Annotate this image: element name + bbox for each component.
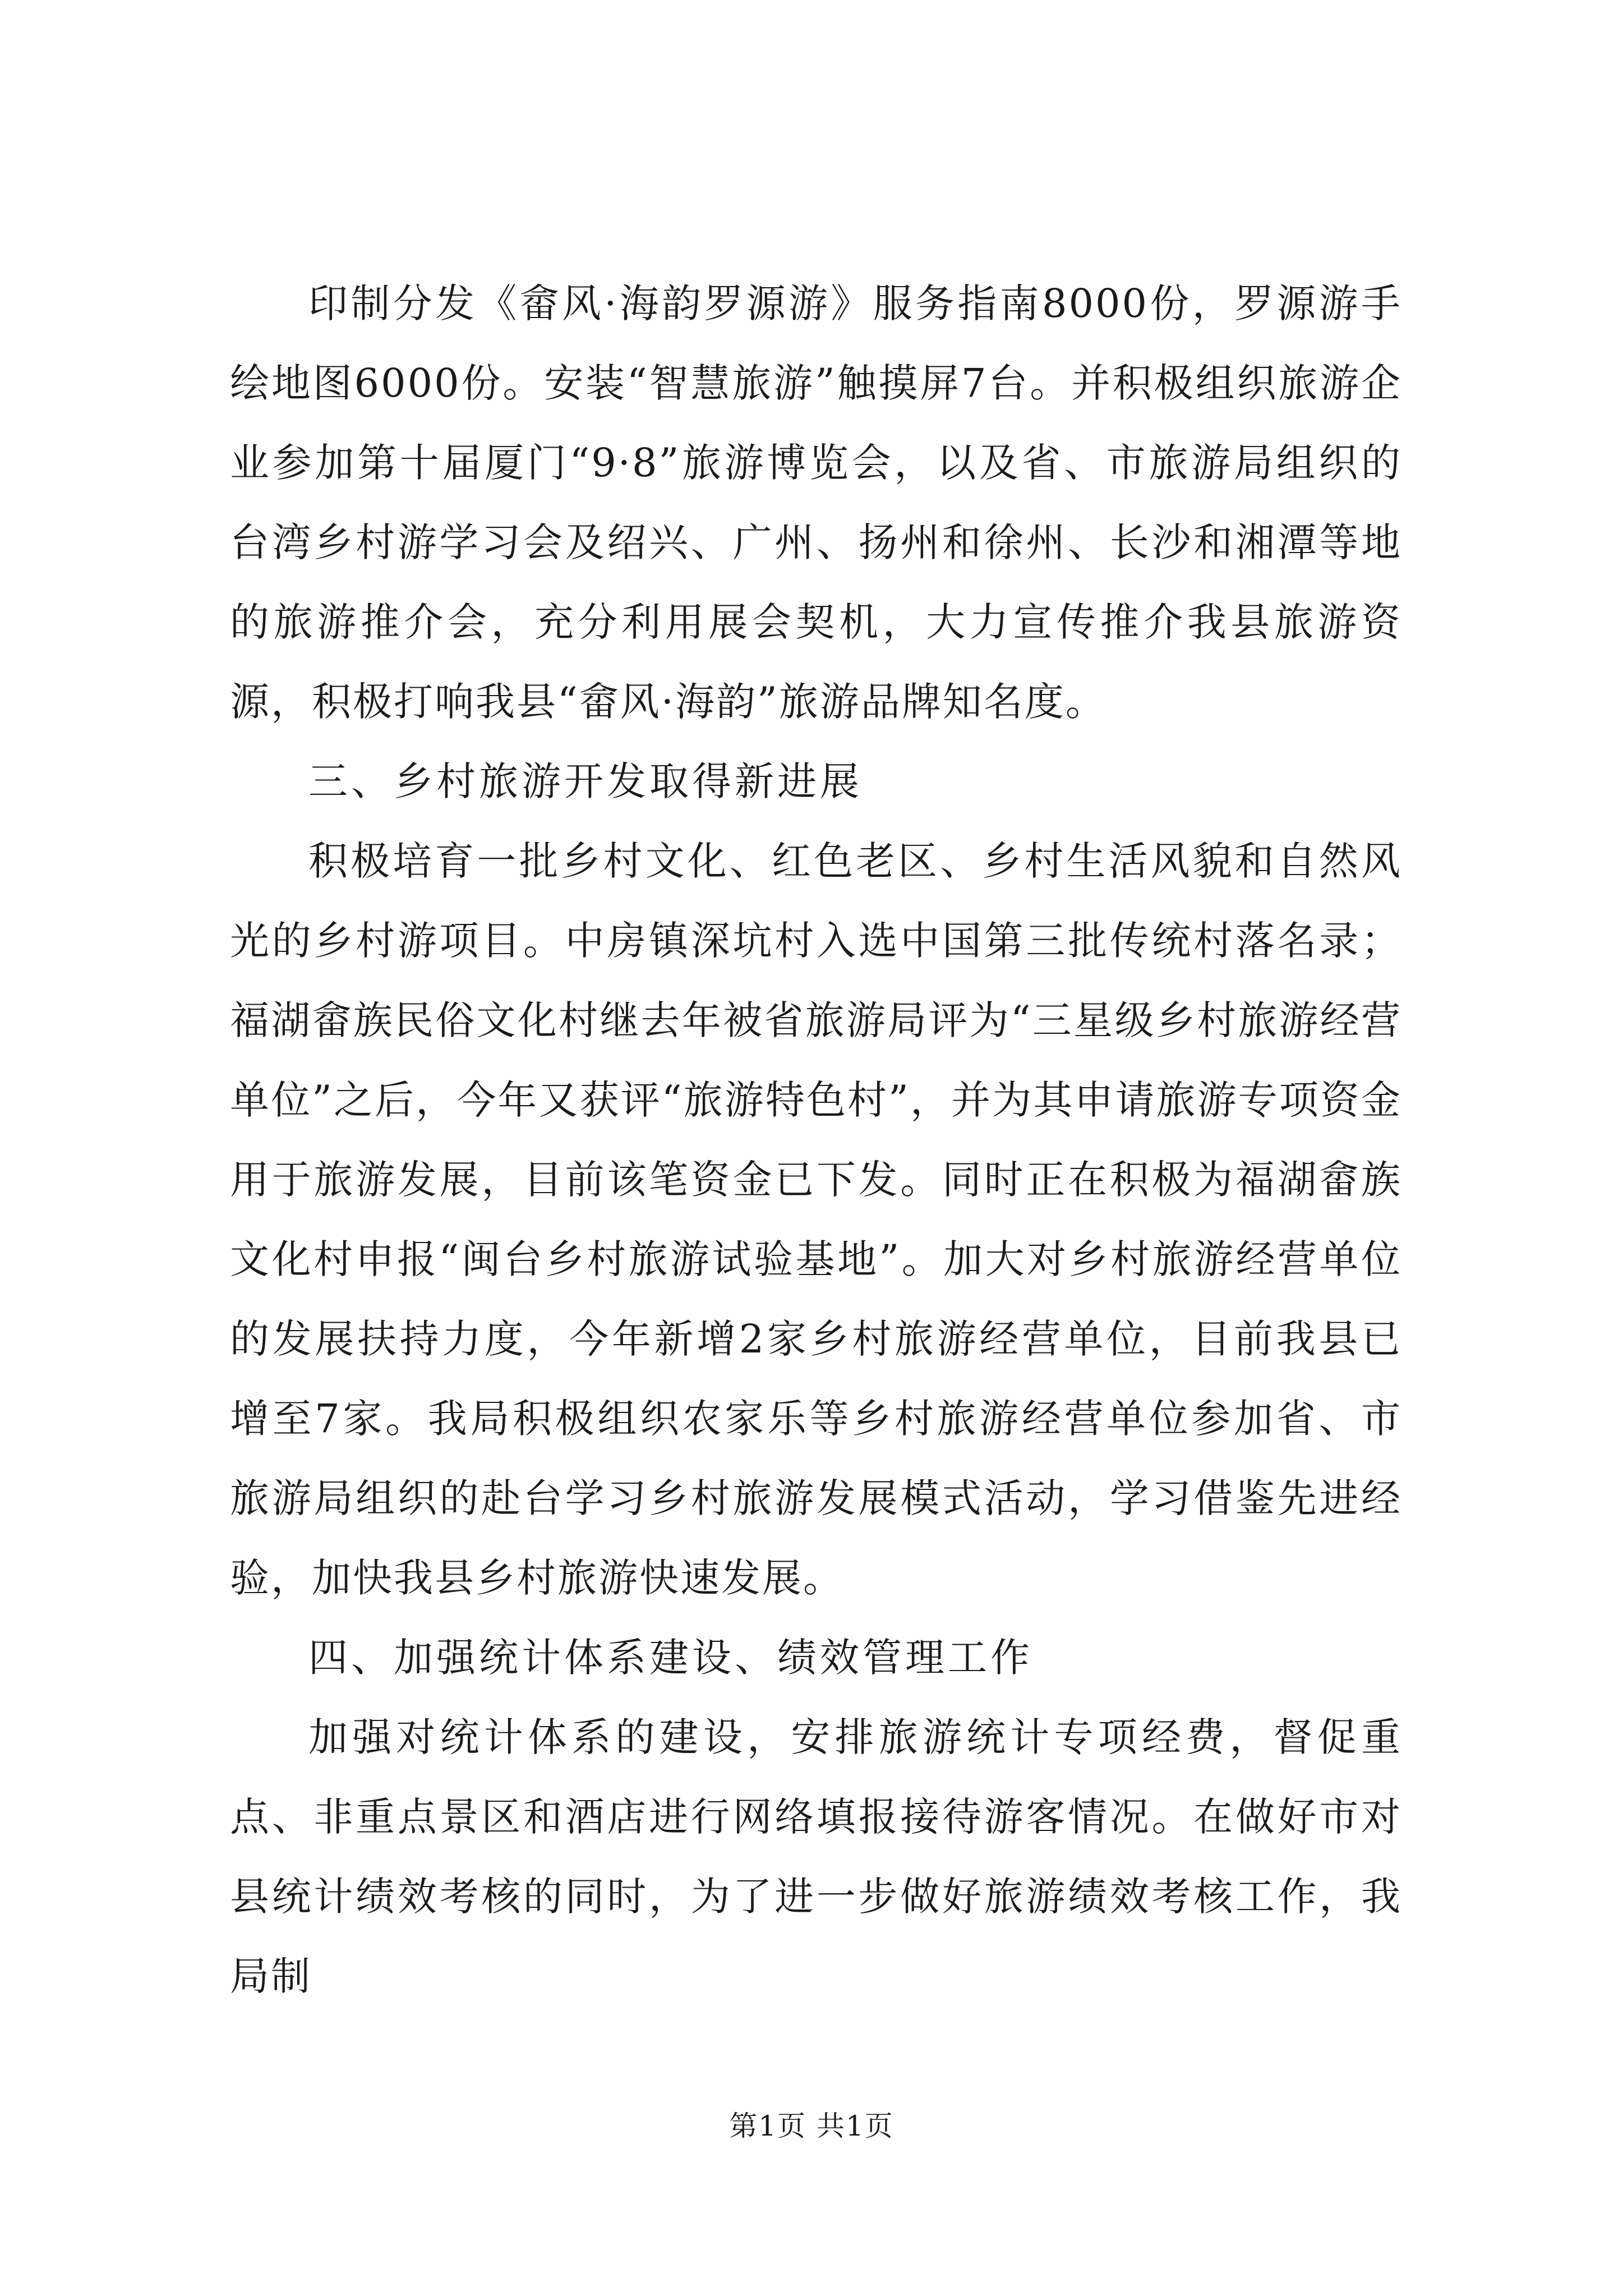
paragraph-promotion: 印制分发《畲风·海韵罗源游》服务指南8000份，罗源游手绘地图6000份。安装“智慧旅游”触摸屏7台。并积极组织旅游企业参加第十届厦门“9·8”旅游博览会，以及省、市旅游局组织的台湾乡村游学习会及绍兴、广州、扬州和徐州、长沙和湘潭等地的旅游推介会，充分利用展会契机，大力宣传推介我县旅游资源，积极打响我县“畲风·海韵”旅游品牌知名度。 [230, 280, 1402, 725]
section-heading-4: 四、加强统计体系建设、绩效管理工作 [308, 1635, 1033, 1681]
paragraph-statistics: 加强对统计体系的建设，安排旅游统计专项经费，督促重点、非重点景区和酒店进行网络填报接待游客情况。在做好市对县统计绩效考核的同时，为了进一步做好旅游绩效考核工作，我局制 [230, 1714, 1402, 1999]
page-footer: 第1页 共1页 [729, 2110, 894, 2142]
section-heading-3: 三、乡村旅游开发取得新进展 [308, 758, 863, 804]
paragraph-rural-tourism: 积极培育一批乡村文化、红色老区、乡村生活风貌和自然风光的乡村游项目。中房镇深坑村入选中国第三批传统村落名录；福湖畲族民俗文化村继去年被省旅游局评为“三星级乡村旅游经营单位”之后，今年又获评“旅游特色村”，并为其申请旅游专项资金用于旅游发展，目前该笔资金已下发。同时正在积极为福湖畲族文化村申报“闽台乡村旅游试验基地”。加大对乡村旅游经营单位的发展扶持力度，今年新增2家乡村旅游经营单位，目前我县已增至7家。我局积极组织农家乐等乡村旅游经营单位参加省、市旅游局组织的赴台学习乡村旅游发展模式活动，学习借鉴先进经验，加快我县乡村旅游快速发展。 [230, 838, 1402, 1601]
document-body [230, 264, 1402, 2016]
